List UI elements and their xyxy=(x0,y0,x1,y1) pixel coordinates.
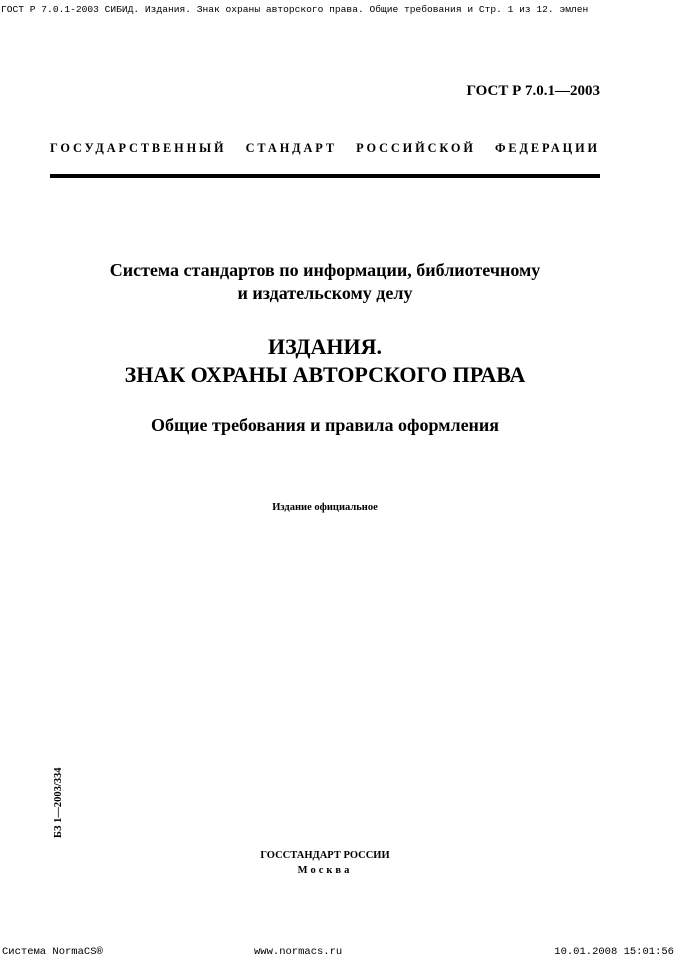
main-title xyxy=(40,333,610,389)
series-title-line-2: и издательскому делу xyxy=(237,283,413,303)
series-title-line-1: Система стандартов по информации, библиотечному xyxy=(109,260,541,280)
footer-system-name: Система NormaCS® xyxy=(2,946,103,958)
main-title-line-1: ИЗДАНИЯ. xyxy=(267,334,383,359)
vertical-registration-code: БЗ 1—2003/334 xyxy=(53,767,64,838)
footer-timestamp: 10.01.2008 15:01:56 xyxy=(554,946,674,958)
subtitle: Общие требования и правила оформления xyxy=(150,415,500,435)
publisher-city: Москва xyxy=(297,865,353,876)
main-title-line-2: ЗНАК ОХРАНЫ АВТОРСКОГО ПРАВА xyxy=(124,362,526,387)
page-header-bar xyxy=(0,2,679,18)
standard-type-heading: ГОСУДАРСТВЕННЫЙ СТАНДАРТ РОССИЙСКОЙ ФЕДЕРАЦИИ xyxy=(50,141,600,155)
document-code: ГОСТ Р 7.0.1—2003 xyxy=(466,83,600,99)
edition-label: Издание официальное xyxy=(272,502,378,513)
publisher-name: ГОССТАНДАРТ РОССИИ xyxy=(260,850,390,861)
series-title xyxy=(40,259,610,305)
footer-url[interactable]: www.normacs.ru xyxy=(254,946,343,958)
header-text: ГОСТ Р 7.0.1-2003 СИБИД. Издания. Знак охраны авторского права. Общие требования и Стр. 1 из 12. эмлен xyxy=(1,4,589,15)
thick-divider xyxy=(50,174,600,178)
